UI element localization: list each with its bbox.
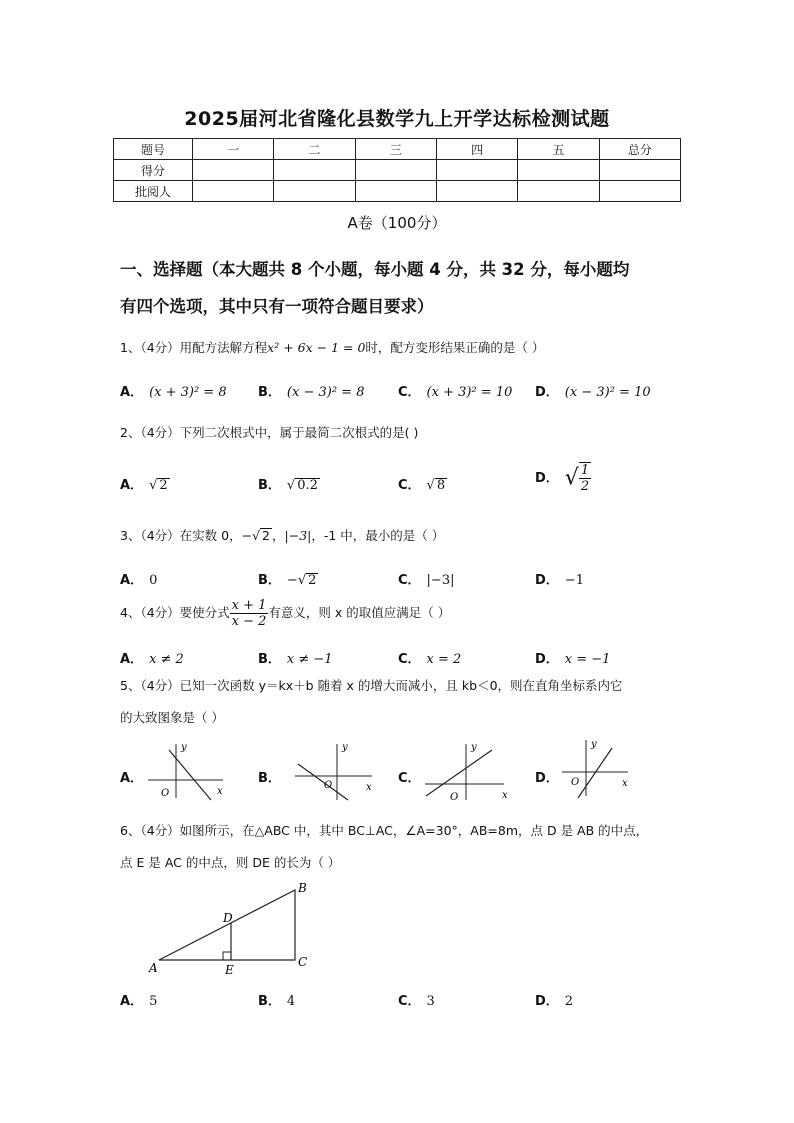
separator: ，: [272, 528, 285, 543]
question-text: 1、（4分）用配方法解方程: [120, 340, 268, 355]
option-text: (x + 3)² = 8: [149, 385, 227, 400]
table-cell: 批阅人: [114, 181, 193, 202]
question-text: 有意义，则 x 的取值应满足（ ）: [268, 605, 451, 620]
option-a[interactable]: A． √ 2: [120, 478, 168, 493]
table-cell: [599, 181, 680, 202]
option-text: (x + 3)² = 10: [426, 385, 513, 400]
option-text: −: [286, 573, 298, 588]
label-e: E: [225, 963, 234, 977]
option-label: D．: [535, 771, 559, 786]
section-heading-line1: 一、选择题（本大题共 8 个小题，每小题 4 分，共 32 分，每小题均: [120, 260, 630, 279]
section-heading-line2: 有四个选项，其中只有一项符合题目要求）: [120, 297, 434, 316]
question-text: ，-1 中，最小的是（ ）: [311, 528, 445, 543]
option-a[interactable]: [120, 648, 184, 667]
table-cell: [599, 160, 680, 181]
graph-option-b: [290, 740, 380, 802]
table-cell: 一: [193, 139, 274, 160]
option-a[interactable]: [120, 569, 157, 588]
option-label: D．: [535, 573, 559, 588]
option-d[interactable]: D． √ $\frac{1}{2}$: [535, 463, 590, 494]
option-b[interactable]: [258, 990, 295, 1009]
option-label: C．: [398, 771, 421, 786]
function-line: [578, 748, 612, 798]
option-text: (x − 3)² = 8: [286, 385, 365, 400]
option-label: B．: [258, 573, 281, 588]
table-cell: 三: [355, 139, 436, 160]
option-text: x = 2: [426, 652, 462, 667]
option-d[interactable]: [535, 381, 651, 400]
triangle-figure: [145, 880, 315, 980]
table-cell: [436, 160, 517, 181]
radicand: 8: [436, 478, 446, 493]
option-text: (x − 3)² = 10: [564, 385, 651, 400]
y-label: y: [181, 742, 187, 753]
label-b: B: [298, 881, 307, 895]
table-cell: [518, 181, 599, 202]
origin-label: O: [450, 792, 459, 802]
option-c[interactable]: [398, 990, 435, 1009]
option-d[interactable]: [535, 990, 573, 1009]
origin-label: O: [571, 777, 580, 788]
graph-option-d: [558, 736, 638, 802]
question-text: 3、（4分）在实数 0，: [120, 528, 242, 543]
graph-option-c: [420, 740, 515, 802]
numerator: x + 1: [231, 598, 267, 613]
option-text: x ≠ −1: [286, 652, 333, 667]
table-cell: 五: [518, 139, 599, 160]
radicand: 2: [308, 573, 317, 588]
option-label: A．: [120, 385, 144, 400]
option-label: A．: [120, 771, 144, 786]
abs-value: |−3|: [284, 528, 312, 543]
radicand: 0.2: [297, 478, 318, 493]
option-d[interactable]: [535, 648, 610, 667]
option-text: 3: [426, 994, 435, 1009]
question-4-stem: [120, 598, 685, 629]
label-c: C: [298, 955, 308, 969]
option-label: B．: [258, 385, 281, 400]
function-line: [298, 764, 348, 800]
option-label: B．: [258, 771, 281, 786]
table-cell: [436, 181, 517, 202]
option-text: x ≠ 2: [149, 652, 184, 667]
option-label: D．: [535, 652, 559, 667]
fraction: [579, 462, 591, 494]
triangle-abc: [159, 890, 295, 960]
question-text: 4、（4分）要使分式: [120, 605, 230, 620]
question-3-stem: 3、（4分）在实数 0，−√ 2 ，|−3|，-1 中，最小的是（ ）: [120, 528, 445, 543]
table-cell: [274, 160, 355, 181]
option-label: A．: [120, 478, 144, 493]
function-line: [426, 750, 492, 796]
option-label: C．: [398, 385, 421, 400]
table-cell: 总分: [599, 139, 680, 160]
question-text: 时，配方变形结果正确的是（ ）: [365, 340, 545, 355]
x-label: x: [217, 786, 223, 797]
question-6-stem-line1: 6、（4分）如图所示，在△ABC 中，其中 BC⊥AC，∠A=30°，AB=8m，点 D 是 AB 的中点，: [120, 823, 649, 838]
option-a[interactable]: [120, 990, 157, 1009]
label-d: D: [223, 911, 233, 925]
table-cell: 题号: [114, 139, 193, 160]
option-text: 0: [149, 573, 158, 588]
table-cell: [193, 181, 274, 202]
option-c[interactable]: [398, 648, 461, 667]
option-c[interactable]: [398, 381, 512, 400]
option-c[interactable]: [398, 569, 454, 588]
question-1-stem: [120, 338, 685, 358]
score-table-header-row: [114, 139, 681, 160]
denominator: 2: [580, 479, 590, 494]
option-text: x = −1: [564, 652, 611, 667]
option-d[interactable]: [535, 569, 584, 588]
option-label: D．: [535, 994, 559, 1009]
option-label: A．: [120, 573, 144, 588]
table-cell: 得分: [114, 160, 193, 181]
denominator: x − 2: [231, 614, 267, 629]
table-cell: [355, 160, 436, 181]
minus-sign: −: [241, 528, 253, 543]
option-b[interactable]: B． √ 0.2: [258, 478, 318, 493]
volume-heading: A卷（100分）: [347, 214, 447, 232]
table-cell: 四: [436, 139, 517, 160]
option-label: C．: [398, 478, 421, 493]
radicand: 2: [262, 528, 270, 543]
y-label: y: [342, 742, 348, 753]
option-label: C．: [398, 994, 421, 1009]
option-label: B．: [258, 994, 281, 1009]
option-text: 4: [286, 994, 296, 1009]
page-title: 2025届河北省隆化县数学九上开学达标检测试题: [184, 108, 610, 130]
fraction: [230, 598, 269, 629]
question-2-stem: 2、（4分）下列二次根式中，属于最简二次根式的是( ): [120, 425, 419, 440]
function-line: [169, 750, 211, 800]
option-label: A．: [120, 652, 144, 667]
table-cell: 二: [274, 139, 355, 160]
origin-label: O: [161, 788, 170, 799]
option-b[interactable]: B． −√ 2: [258, 573, 317, 588]
radicand: 2: [159, 478, 168, 493]
question-5-stem-line2: 的大致图象是（ ）: [120, 710, 224, 725]
equation: x² + 6x − 1 = 0: [267, 340, 366, 355]
table-cell: [518, 160, 599, 181]
option-b[interactable]: [258, 648, 333, 667]
origin-label: O: [324, 780, 333, 791]
x-label: x: [366, 782, 372, 793]
table-cell: [193, 160, 274, 181]
table-cell: [274, 181, 355, 202]
option-label: D．: [535, 470, 559, 486]
option-text: 2: [564, 994, 574, 1009]
graph-option-a: [143, 740, 233, 802]
option-label: C．: [398, 652, 421, 667]
option-label: D．: [535, 385, 559, 400]
option-text: |−3|: [426, 573, 455, 588]
option-label: B．: [258, 478, 281, 493]
x-label: x: [622, 778, 628, 789]
option-label: A．: [120, 994, 144, 1009]
right-angle-mark: [223, 952, 231, 960]
score-table-row: [114, 181, 681, 202]
question-6-stem-line2: 点 E 是 AC 的中点，则 DE 的长为（ ）: [120, 855, 341, 870]
numerator: 1: [580, 463, 590, 478]
label-a: A: [149, 961, 158, 975]
x-label: x: [502, 790, 508, 801]
option-c[interactable]: C． √ 8: [398, 478, 446, 493]
score-table-row: [114, 160, 681, 181]
option-label: C．: [398, 573, 421, 588]
option-label: B．: [258, 652, 281, 667]
option-b[interactable]: [258, 767, 287, 786]
option-text: 5: [149, 994, 158, 1009]
table-cell: [355, 181, 436, 202]
option-b[interactable]: [258, 381, 364, 400]
y-label: y: [591, 739, 597, 750]
y-label: y: [471, 742, 477, 753]
option-a[interactable]: [120, 381, 227, 400]
question-5-stem-line1: 5、（4分）已知一次函数 y＝kx＋b 随着 x 的增大而减小，且 kb＜0，则在直角坐标系内它: [120, 678, 623, 693]
option-text: −1: [564, 573, 584, 588]
score-table: [113, 138, 681, 202]
